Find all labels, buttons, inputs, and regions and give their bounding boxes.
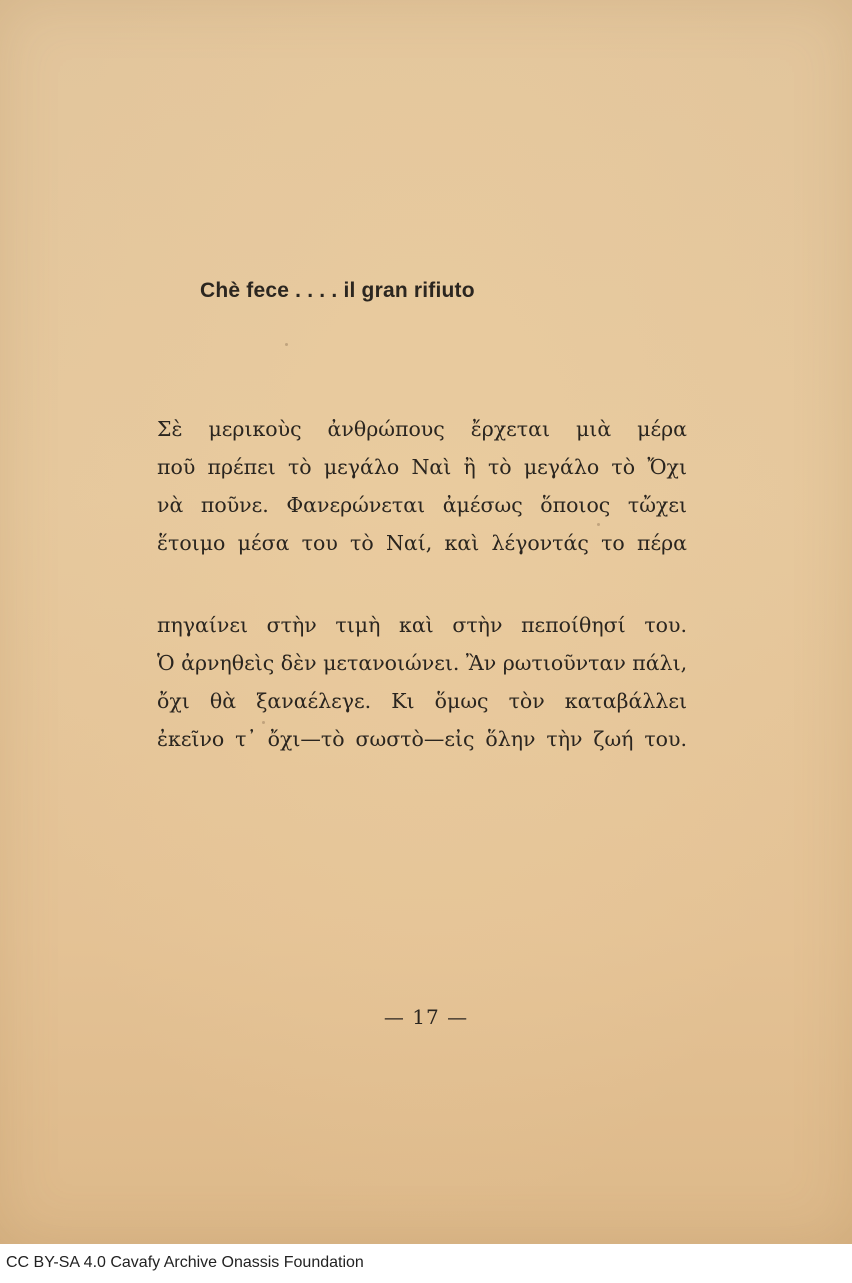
poem-line: νὰ ποῦνε. Φανερώνεται ἀμέσως ὅποιος τὤχει bbox=[157, 493, 687, 517]
poem-line: ἐκεῖνο τ᾿ ὄχι—τὸ σωστὸ—εἰς ὅλην τὴν ζωή του. bbox=[157, 727, 687, 751]
paper-speck bbox=[285, 343, 288, 346]
poem-line: Σὲ μερικοὺς ἀνθρώπους ἔρχεται μιὰ μέρα bbox=[157, 417, 687, 441]
poem-line: ἕτοιμο μέσα του τὸ Ναί, καὶ λέγοντάς το πέρα bbox=[157, 531, 687, 555]
poem-stanza-1 bbox=[157, 410, 687, 562]
poem-line: ὄχι θὰ ξαναέλεγε. Κι ὅμως τὸν καταβάλλει bbox=[157, 689, 687, 713]
poem-line: πηγαίνει στὴν τιμὴ καὶ στὴν πεποίθησί του. bbox=[157, 613, 687, 637]
page-number: — 17 — bbox=[383, 1005, 469, 1029]
poem-title: Chè fece . . . . il gran rifiuto bbox=[200, 279, 475, 302]
poem-stanza-2 bbox=[157, 606, 687, 758]
license-credit: CC BY-SA 4.0 Cavafy Archive Onassis Foundation bbox=[6, 1254, 364, 1271]
poem-line: ποῦ πρέπει τὸ μεγάλο Ναὶ ἢ τὸ μεγάλο τὸ Ὄχι bbox=[157, 455, 687, 479]
poem-line: Ὁ ἀρνηθεὶς δὲν μετανοιώνει. Ἂν ρωτιοῦνταν πάλι, bbox=[157, 651, 687, 675]
